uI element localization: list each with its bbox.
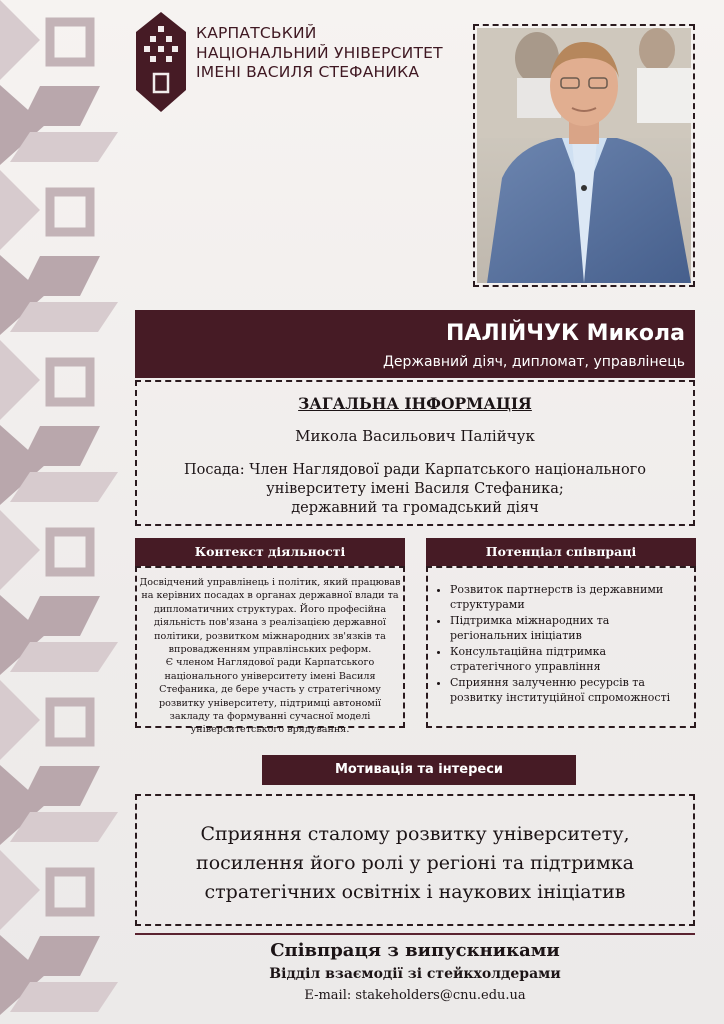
full-name: Микола Васильович Палійчук [295,427,535,445]
cooperation-list [428,582,688,705]
footer-department: Відділ взаємодії зі стейкхолдерами [269,966,561,982]
context-paragraph-2: Є членом Наглядової ради Карпатського національного університету імені Василя Стефаника, де бере участь у стратегічному розвитку університету, підтримці автономії закладу та формуванні сучасної моделі університетського врядування. [158,657,381,736]
cooperation-item-1: • Розвиток партнерств із державними структурами [450,582,688,612]
name-banner [135,310,695,378]
portrait-frame [473,24,695,287]
footer [135,938,695,1006]
position-line-2: університету імені Василя Стефаника; [266,481,564,497]
ornament-strip [0,0,120,1024]
position-line-1: Посада: Член Наглядової ради Карпатського національного [183,462,646,478]
cooperation-heading: Потенціал співпраці [426,538,696,566]
context-box [135,566,405,736]
portrait-photo [477,28,691,283]
context-paragraph-1: Досвідчений управлінець і політик, який працював на керівних посадах в органах державної влади та дипломатичних структурах. Його професійна діяльність пов'язана з реалізацією державної політики, розвитком міжнародних зв'язків та впровадженням управлінських реформ. [139,577,401,656]
person-role: Державний діяч, дипломат, управлінець [382,354,685,370]
motivation-box [135,794,695,926]
footer-title: Співпраця з випускниками [270,940,560,961]
person-name: ПАЛІЙЧУК Микола [445,321,685,346]
cooperation-item-4: • Сприяння залученню ресурсів та розвитку інституційної спроможності [450,675,688,705]
motivation-heading: Мотивація та інтереси [262,755,576,785]
university-logo [136,12,186,112]
university-name [196,24,443,83]
motivation-line-1: Сприяння сталому розвитку університету, [200,823,630,845]
general-info-box [135,380,695,526]
position-line-3: державний та громадський діяч [291,500,539,516]
university-name-line-2: НАЦІОНАЛЬНИЙ УНІВЕРСИТЕТ [196,43,443,62]
cooperation-item-3: • Консультаційна підтримка стратегічного управління [450,644,688,674]
university-name-line-1: КАРПАТСЬКИЙ [196,24,317,42]
motivation-line-2: посилення його ролі у регіоні та підтримка [196,852,634,874]
footer-email: E-mail: stakeholders@cnu.edu.ua [304,988,526,1003]
university-name-line-3: ІМЕНІ ВАСИЛЯ СТЕФАНИКА [196,63,420,81]
motivation-line-3: стратегічних освітніх і наукових ініціатив [204,881,626,903]
footer-divider [135,933,695,935]
position-text [137,461,693,518]
cooperation-item-2: • Підтримка міжнародних та регіональних ініціатив [450,613,688,643]
context-heading: Контекст діяльності [135,538,405,566]
cooperation-box [426,566,696,728]
general-info-heading: ЗАГАЛЬНА ІНФОРМАЦІЯ [298,394,532,413]
